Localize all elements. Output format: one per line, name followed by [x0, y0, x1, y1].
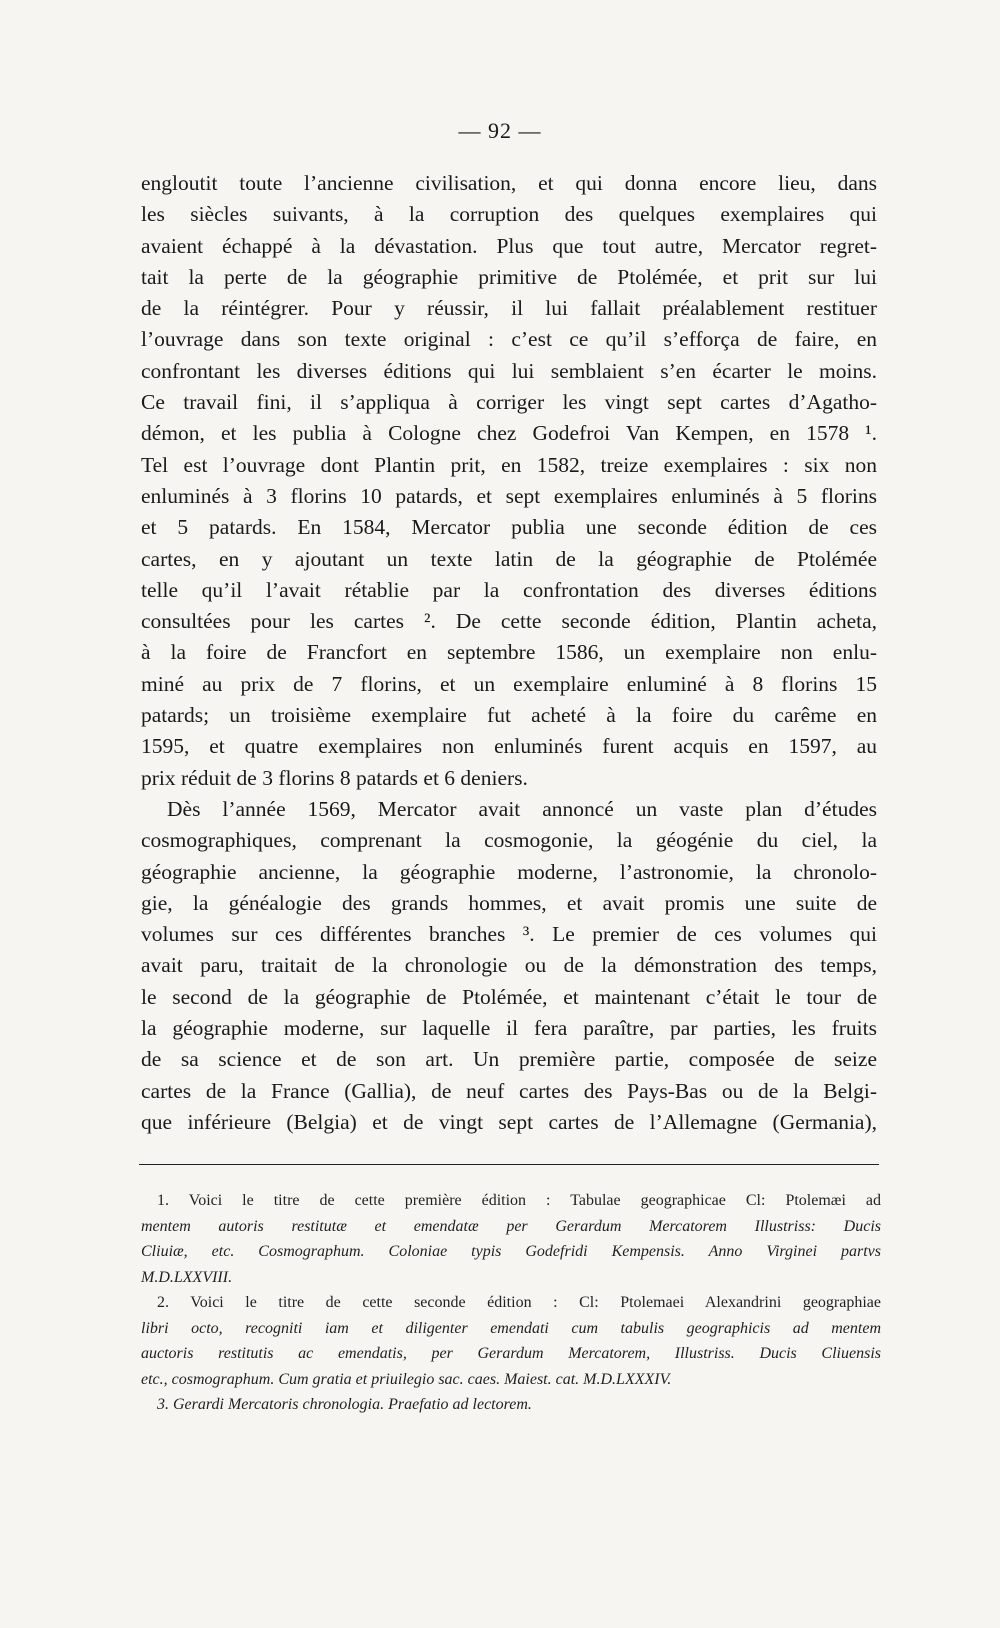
main-text [141, 168, 877, 1138]
text-line: gie, la généalogie des grands hommes, et avait promis une suite de [141, 890, 877, 915]
footnote-line: Cliuiæ, etc. Cosmographum. Coloniae typis Godefridi Kempensis. Anno Virginei partvs [141, 1243, 881, 1260]
text-line: patards; un troisième exemplaire fut acheté à la foire du carême en [141, 703, 877, 728]
footnote-line: auctoris restitutis ac emendatis, per Gerardum Mercatorem, Illustriss. Ducis Cliuensis [141, 1345, 881, 1362]
text-line: enluminés à 3 florins 10 patards, et sept exemplaires enluminés à 5 florins [141, 483, 877, 508]
page-number: — 92 — [458, 118, 542, 143]
text-line: la géographie moderne, sur laquelle il fera paraître, par parties, les fruits [141, 1016, 877, 1041]
text-line: volumes sur ces différentes branches ³. Le premier de ces volumes qui [141, 922, 877, 947]
text-line: confrontant les diverses éditions qui lui semblaient s’en écarter le moins. [141, 358, 877, 383]
text-line: tait la perte de la géographie primitive de Ptolémée, et prit sur lui [141, 264, 877, 289]
text-line: l’ouvrage dans son texte original : c’est ce qu’il s’efforça de faire, en [141, 327, 877, 352]
text-line: Tel est l’ouvrage dont Plantin prit, en 1582, treize exemplaires : six non [141, 452, 877, 477]
text-line: miné au prix de 7 florins, et un exemplaire enluminé à 8 florins 15 [141, 671, 877, 696]
text-line: Dès l’année 1569, Mercator avait annoncé un vaste plan d’études [167, 796, 877, 821]
footnote-line: libri octo, recogniti iam et diligenter emendati cum tabulis geographicis ad mentem [141, 1319, 881, 1337]
text-line: que inférieure (Belgia) et de vingt sept cartes de l’Allemagne (Germania), [141, 1109, 877, 1134]
text-line: prix réduit de 3 florins 8 patards et 6 deniers. [141, 765, 528, 790]
text-line: avaient échappé à la dévastation. Plus que tout autre, Mercator regret- [141, 233, 877, 258]
footnote-divider [139, 1164, 879, 1165]
text-line: cartes de la France (Gallia), de neuf cartes des Pays-Bas ou de la Belgi- [141, 1078, 877, 1103]
footnote-line: M.D.LXXVIII. [141, 1268, 233, 1286]
footnote-line: 3. Gerardi Mercatoris chronologia. Praefatio ad lectorem. [157, 1396, 532, 1413]
footnote-line: etc., cosmographum. Cum gratia et priuilegio sac. caes. Maiest. cat. M.D.LXXXIV. [141, 1370, 672, 1388]
text-line: de sa science et de son art. Un première partie, composée de seize [141, 1047, 877, 1072]
text-line: cosmographiques, comprenant la cosmogonie, la géogénie du ciel, la [141, 828, 877, 853]
text-line: démon, et les publia à Cologne chez Godefroi Van Kempen, en 1578 ¹. [141, 421, 877, 446]
text-line: le second de la géographie de Ptolémée, et maintenant c’était le tour de [141, 984, 877, 1009]
footnote-line: 2. Voici le titre de cette seconde édition : Cl: Ptolemaei Alexandrini geographiae [157, 1294, 881, 1311]
text-line: avait paru, traitait de la chronologie ou de la démonstration des temps, [141, 953, 877, 978]
footnote-line: mentem autoris restitutæ et emendatæ per Gerardum Mercatorem Illustriss: Ducis [141, 1217, 881, 1235]
text-line: les siècles suivants, à la corruption des quelques exemplaires qui [141, 202, 877, 227]
text-line: consultées pour les cartes ². De cette seconde édition, Plantin acheta, [141, 609, 877, 634]
text-line: telle qu’il l’avait rétablie par la confrontation des diverses éditions [141, 577, 877, 602]
text-line: de la réintégrer. Pour y réussir, il lui fallait préalablement restituer [141, 296, 877, 321]
text-line: et 5 patards. En 1584, Mercator publia une seconde édition de ces [141, 515, 877, 540]
text-line: à la foire de Francfort en septembre 1586, un exemplaire non enlu- [141, 640, 877, 665]
text-line: engloutit toute l’ancienne civilisation, et qui donna encore lieu, dans [141, 171, 877, 195]
text-line: Ce travail fini, il s’appliqua à corriger les vingt sept cartes d’Agatho- [141, 390, 877, 415]
text-line: géographie ancienne, la géographie moderne, l’astronomie, la chronolo- [141, 859, 877, 884]
text-line: 1595, et quatre exemplaires non enluminés furent acquis en 1597, au [141, 734, 877, 759]
footnote-line: 1. Voici le titre de cette première édition : Tabulae geographicae Cl: Ptolemæi ad [157, 1192, 881, 1209]
text-line: cartes, en y ajoutant un texte latin de la géographie de Ptolémée [141, 546, 877, 571]
footnotes [141, 1188, 881, 1418]
